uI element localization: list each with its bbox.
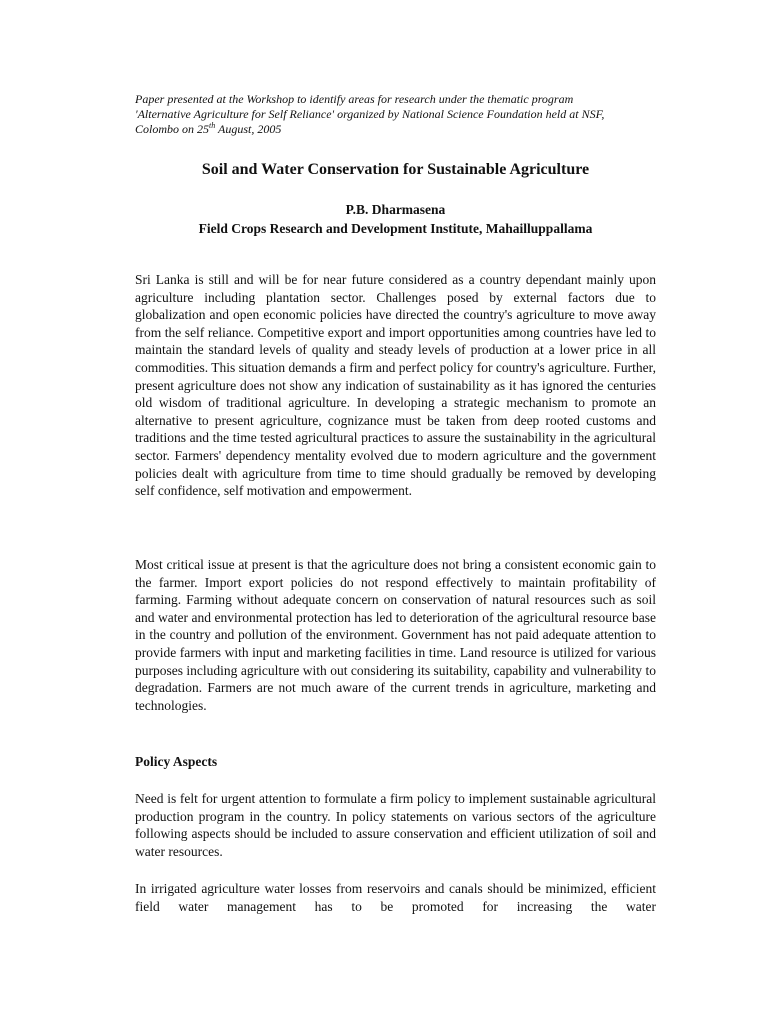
date-ordinal-suffix: th <box>209 121 216 130</box>
presentation-note-line: 'Alternative Agriculture for Self Reliance' organized by National Science Foundation held at NSF, <box>135 107 605 121</box>
presentation-note-date-line <box>135 122 656 137</box>
body-paragraph: Need is felt for urgent attention to formulate a firm policy to implement sustainable agricultural production program in the country. In policy statements on various sectors of the agriculture following aspects should be included to assure conservation and efficient utilization of soil and water resources. <box>135 791 656 859</box>
body-paragraph: Sri Lanka is still and will be for near future considered as a country dependant mainly upon agriculture including plantation sector. Challenges posed by external factors due to globalization and open economic policies have directed the country's agriculture to move away from the self reliance. Competitive export and import opportunities among countries have led to maintain the standard levels of quality and steady levels of production at a lower price in all commodities. This situation demands a firm and perfect policy for country's agriculture. Further, present agriculture does not show any indication of sustainability as it has ignored the centuries old wisdom of traditional agriculture. In developing a strategic mechanism to promote an alternative to present agriculture, cognizance must be taken from deep rooted customs and traditions and the time tested agricultural practices to assure the sustainability in the agricultural sector. Farmers' dependency mentality evolved due to modern agriculture and the government policies dealt with agriculture from time to time should gradually be removed by developing self confidence, self motivation and empowerment. <box>135 272 656 499</box>
author-affiliation: Field Crops Research and Development Institute, Mahailluppallama <box>198 221 593 236</box>
author-name: P.B. Dharmasena <box>345 202 446 217</box>
date-prefix: Colombo on 25 <box>135 122 210 136</box>
author-block <box>135 200 656 238</box>
paper-title: Soil and Water Conservation for Sustainable Agriculture <box>201 161 590 178</box>
presentation-note <box>135 92 656 137</box>
section-heading: Policy Aspects <box>135 754 218 769</box>
presentation-note-line: Paper presented at the Workshop to identify areas for research under the thematic program <box>135 92 574 106</box>
date-suffix: August, 2005 <box>215 122 282 136</box>
body-paragraph: Most critical issue at present is that the agriculture does not bring a consistent economic gain to the farmer. Import export policies do not respond effectively to maintain profitability of farming. Farming without adequate concern on conservation of natural resources such as soil and water and environmental protection has led to deterioration of the agricultural resource base in the country and pollution of the environment. Government has not paid adequate attention to provide farmers with input and marketing facilities in time. Land resource is utilized for various purposes including agriculture with out considering its suitability, capability and vulnerability to degradation. Farmers are not much aware of the current trends in agriculture, marketing and technologies. <box>135 557 656 713</box>
body-paragraph: In irrigated agriculture water losses from reservoirs and canals should be minimized, efficient field water management has to be promoted for increasing the water <box>135 881 656 914</box>
